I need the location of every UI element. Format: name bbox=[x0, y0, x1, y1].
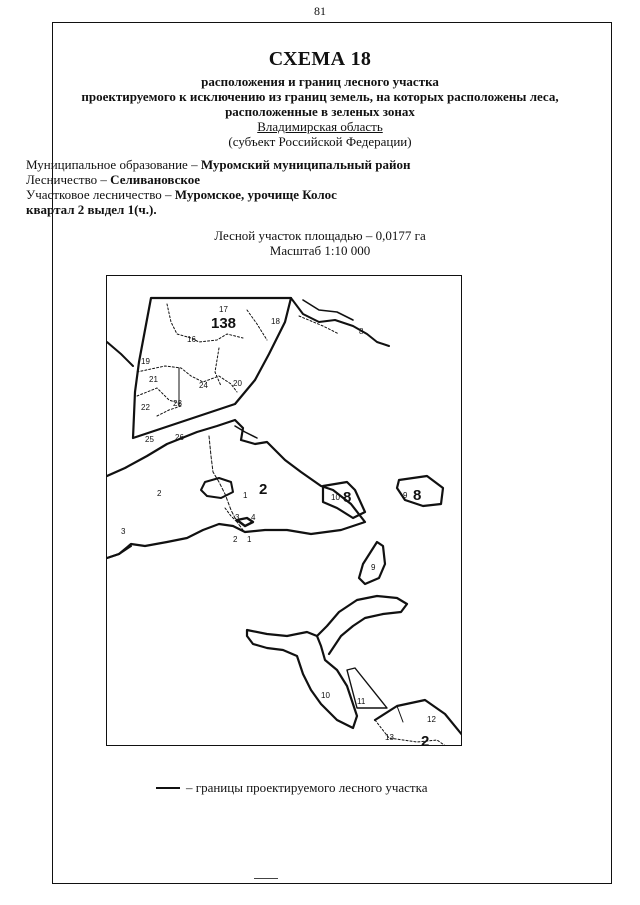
island-shape bbox=[201, 478, 233, 498]
label-26: 26 bbox=[175, 433, 184, 442]
label-2-plot: 2 bbox=[233, 535, 238, 544]
label-3-left: 3 bbox=[121, 527, 126, 536]
forestry-label: Лесничество – bbox=[26, 172, 111, 187]
winding-strip-top bbox=[317, 596, 407, 654]
label-9-small: 9 bbox=[403, 491, 408, 500]
top-right-boundary bbox=[291, 298, 389, 346]
legend-line-symbol bbox=[156, 787, 180, 789]
forestry-value: Селивановское bbox=[110, 172, 200, 187]
label-8-big-right: 8 bbox=[413, 487, 422, 504]
scheme-title: СХЕМА 18 bbox=[268, 48, 372, 70]
label-17: 17 bbox=[219, 305, 228, 314]
label-1: 1 bbox=[243, 491, 248, 500]
district-value: Муромское, урочище Колос bbox=[174, 187, 337, 202]
district-line bbox=[26, 187, 410, 202]
scale-text: Масштаб 1:10 000 bbox=[269, 243, 371, 258]
label-21: 21 bbox=[149, 375, 158, 384]
region-name: Владимирская область bbox=[257, 119, 383, 134]
scheme-subtitle bbox=[0, 74, 640, 119]
label-11: 11 bbox=[357, 697, 366, 706]
label-2-bottom: 2 bbox=[421, 733, 430, 746]
label-22: 22 bbox=[141, 403, 150, 412]
page-number: 81 bbox=[314, 4, 326, 18]
label-2-left: 2 bbox=[157, 489, 162, 498]
legend bbox=[156, 780, 428, 796]
left-edge-lobe bbox=[107, 342, 133, 366]
notch-shape bbox=[235, 426, 257, 438]
left-piece-boundary bbox=[107, 546, 131, 558]
label-18: 18 bbox=[271, 317, 280, 326]
label-16: 16 bbox=[187, 335, 196, 344]
label-4-plot: 4 bbox=[251, 513, 256, 522]
label-25: 25 bbox=[145, 435, 154, 444]
legend-text: – границы проектируемого лесного участка bbox=[186, 780, 428, 795]
forestry-line bbox=[26, 172, 410, 187]
label-8-top: 8 bbox=[359, 327, 364, 336]
label-quarter-2: 2 bbox=[259, 481, 268, 498]
label-1-plot: 1 bbox=[247, 535, 252, 544]
label-24: 24 bbox=[199, 381, 208, 390]
forest-map bbox=[106, 275, 462, 746]
subtitle-line-2: проектируемого к исключению из границ земель, на которых расположены леса, bbox=[81, 89, 559, 104]
label-12: 12 bbox=[427, 715, 436, 724]
district-label: Участковое лесничество – bbox=[26, 187, 175, 202]
label-8-big-left: 8 bbox=[343, 489, 352, 506]
forest-map-svg bbox=[107, 276, 462, 746]
municipality-value: Муромский муниципальный район bbox=[200, 157, 411, 172]
label-3-plot: 3 bbox=[235, 513, 240, 522]
label-20: 20 bbox=[233, 379, 242, 388]
label-23: 23 bbox=[173, 399, 182, 408]
label-10-south: 10 bbox=[321, 691, 330, 700]
plot-13-inner bbox=[397, 706, 403, 722]
compartment-line-d bbox=[215, 348, 221, 386]
location-details bbox=[26, 157, 410, 217]
municipality-line bbox=[26, 157, 410, 172]
southern-strip-boundary bbox=[247, 630, 357, 728]
label-quarter-138: 138 bbox=[211, 315, 237, 332]
compartment-line-g bbox=[247, 310, 267, 340]
subtitle-line-1: расположения и границ лесного участка bbox=[201, 74, 439, 89]
label-13: 13 bbox=[385, 733, 394, 742]
region-subtitle: (субъект Российской Федерации) bbox=[228, 134, 412, 149]
area-text: Лесной участок площадью – 0,0177 га bbox=[214, 228, 426, 243]
plot-12-boundary bbox=[375, 700, 462, 736]
subtitle-line-3: расположенные в зеленых зонах bbox=[225, 104, 415, 119]
bottom-mark bbox=[254, 878, 278, 879]
quarter-value: квартал 2 выдел 1(ч.). bbox=[26, 202, 157, 217]
quarter-line bbox=[26, 202, 410, 217]
label-19: 19 bbox=[141, 357, 150, 366]
label-9-plot: 9 bbox=[371, 563, 376, 572]
label-10: 10 bbox=[331, 493, 340, 502]
compartment-line-h bbox=[299, 316, 339, 334]
municipality-label: Муниципальное образование – bbox=[26, 157, 201, 172]
